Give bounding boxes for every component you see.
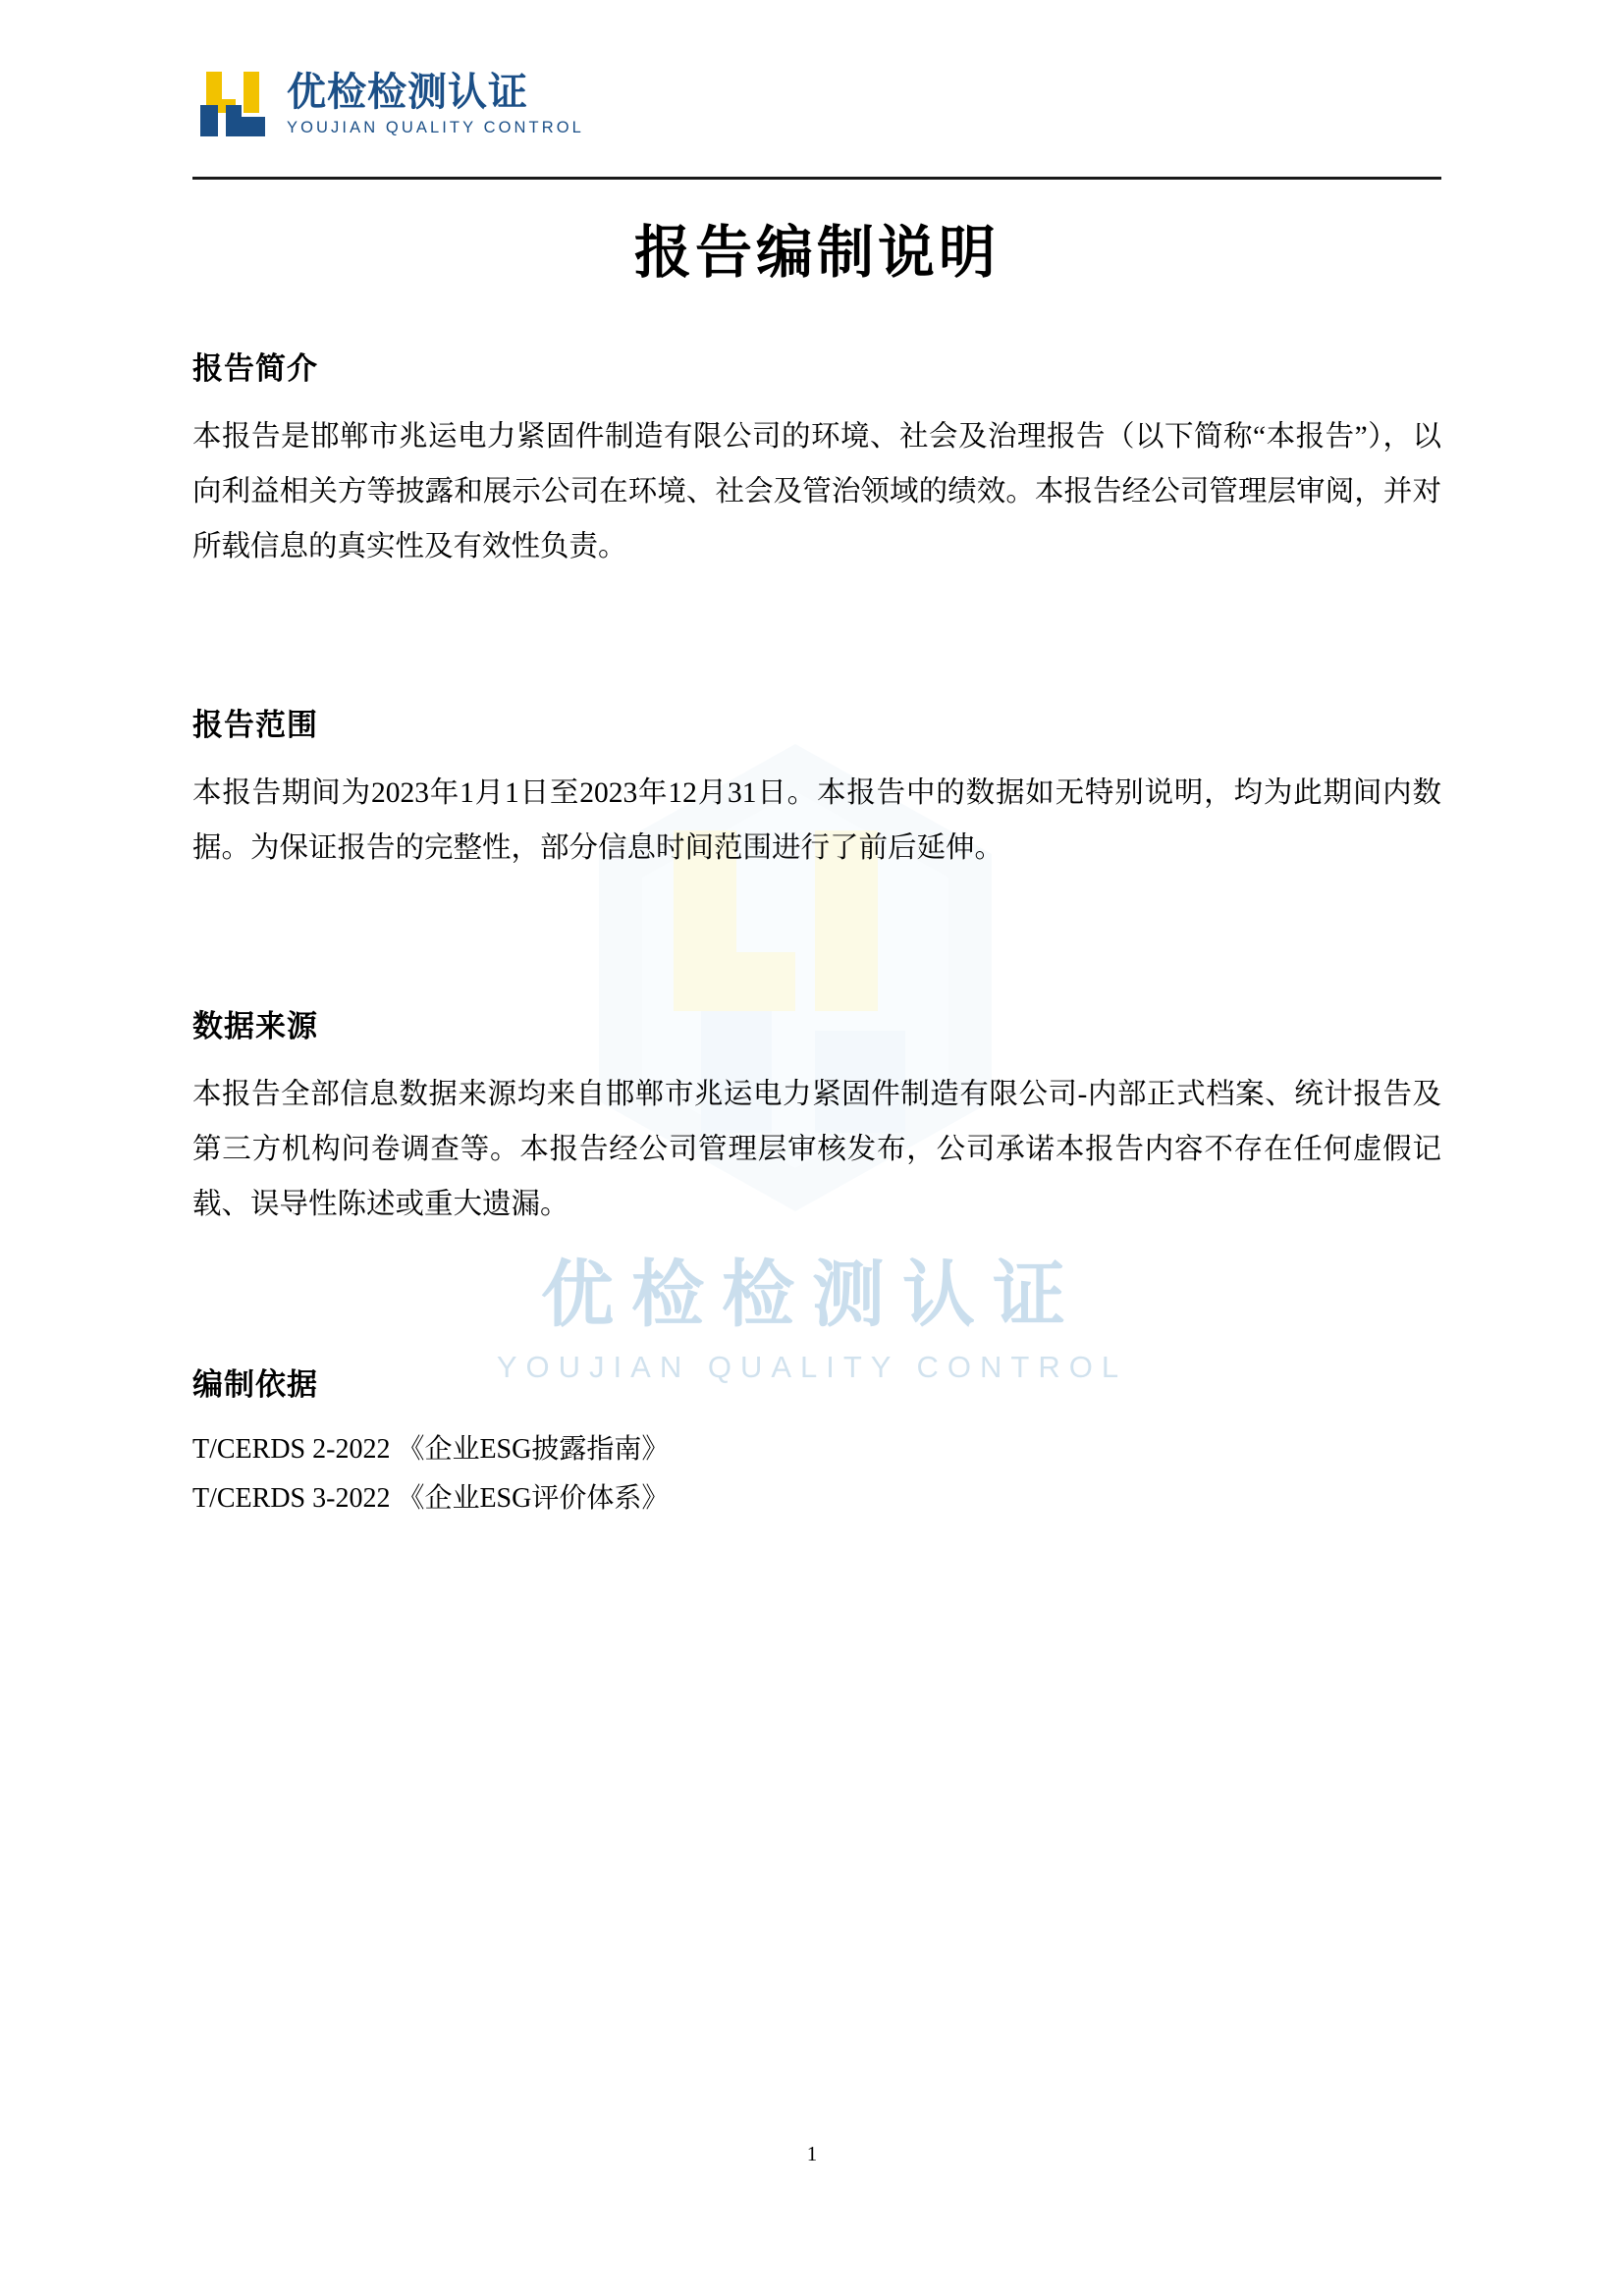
- section-body: 本报告全部信息数据来源均来自邯郸市兆运电力紧固件制造有限公司-内部正式档案、统计报告及第三方机构问卷调查等。本报告经公司管理层审核发布，公司承诺本报告内容不存在任何虚假记载、误导性陈述或重大遗漏。: [192, 1079, 1441, 1220]
- section-references: [192, 1360, 1441, 1523]
- page-title: 报告编制说明: [633, 221, 1000, 285]
- company-logo: [192, 57, 1441, 151]
- logo-title-cn: 优检检测认证: [287, 70, 528, 114]
- watermark-text-cn: 优检检测认证: [541, 1255, 1083, 1336]
- section-heading: 编制依据: [192, 1367, 318, 1402]
- section-report-scope: [192, 700, 1441, 876]
- document-content: [192, 206, 1441, 1523]
- logo-mark-icon: [192, 66, 273, 142]
- spacer: [192, 876, 1441, 1001]
- header-divider: [192, 177, 1441, 180]
- section-data-source: [192, 1001, 1441, 1232]
- logo-text: [287, 70, 584, 136]
- reference-item: T/CERDS 3-2022 《企业ESG评价体系》: [192, 1483, 670, 1514]
- page-header: [192, 57, 1441, 185]
- page-number: 1: [806, 2142, 818, 2165]
- spacer: [192, 1232, 1441, 1360]
- reference-item: T/CERDS 2-2022 《企业ESG披露指南》: [192, 1434, 670, 1465]
- section-report-intro: [192, 344, 1441, 574]
- section-heading: 报告范围: [192, 708, 318, 742]
- section-body: 本报告是邯郸市兆运电力紧固件制造有限公司的环境、社会及治理报告（以下简称“本报告”），以向利益相关方等披露和展示公司在环境、社会及管治领域的绩效。本报告经公司管理层审阅，并对所载信息的真实性及有效性负责。: [192, 421, 1442, 562]
- watermark-text-en: YOUJIAN QUALITY CONTROL: [496, 1350, 1128, 1384]
- section-heading: 数据来源: [192, 1009, 318, 1043]
- logo-title-en: YOUJIAN QUALITY CONTROL: [287, 118, 584, 136]
- section-heading: 报告简介: [192, 351, 318, 386]
- spacer: [192, 574, 1441, 700]
- section-body: 本报告期间为2023年1月1日至2023年12月31日。本报告中的数据如无特别说明，均为此期间内数据。为保证报告的完整性，部分信息时间范围进行了前后延伸。: [192, 777, 1441, 864]
